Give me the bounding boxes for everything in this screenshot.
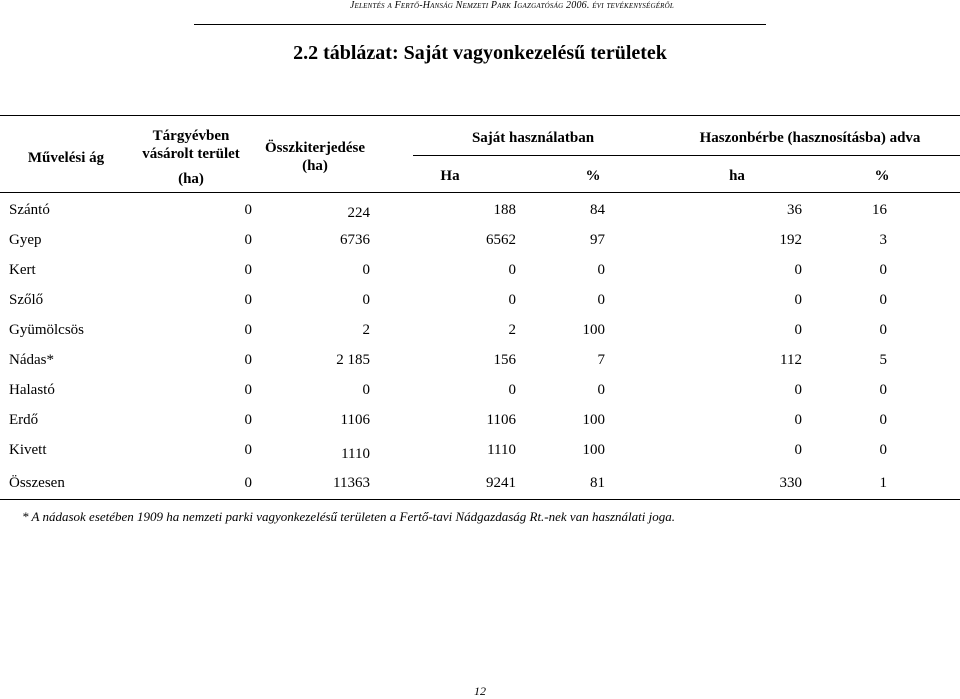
cell-berbe-pct: 0	[879, 262, 887, 278]
cell-ossz: 1106	[340, 412, 370, 428]
cell-sajat-pct: 97	[590, 232, 605, 248]
header-berbe-pct: %	[874, 168, 890, 184]
row-name: Összesen	[9, 475, 65, 491]
cell-sajat-ha: 1106	[486, 412, 516, 428]
group-header-rule	[413, 155, 960, 156]
cell-berbe-pct: 0	[879, 322, 887, 338]
footnote: * A nádasok esetében 1909 ha nemzeti parki vagyonkezelésű területen a Fertő-tavi Nádgazdaság Rt.-nek van használati joga.	[22, 509, 676, 524]
cell-vasarolt: 0	[244, 262, 252, 278]
row-name: Kert	[9, 262, 36, 278]
table-top-rule	[0, 115, 960, 116]
cell-ossz: 224	[347, 205, 370, 221]
cell-berbe-ha: 0	[794, 292, 802, 308]
cell-berbe-pct: 0	[879, 442, 887, 458]
row-name: Erdő	[9, 412, 39, 428]
cell-sajat-pct: 100	[582, 412, 605, 428]
cell-sajat-pct: 7	[597, 352, 605, 368]
cell-berbe-ha: 36	[787, 202, 802, 218]
cell-berbe-pct: 0	[879, 412, 887, 428]
running-header-rule	[194, 24, 766, 25]
cell-vasarolt: 0	[244, 322, 252, 338]
cell-berbe-ha: 330	[779, 475, 802, 491]
cell-sajat-pct: 84	[590, 202, 605, 218]
row-name: Kivett	[9, 442, 47, 458]
table-row	[0, 352, 960, 374]
cell-sajat-pct: 0	[597, 382, 605, 398]
cell-ossz: 0	[362, 262, 370, 278]
header-sajat-hasznalatban: Saját használatban	[471, 130, 595, 146]
table-row	[0, 292, 960, 314]
cell-berbe-ha: 0	[794, 412, 802, 428]
cell-berbe-pct: 0	[879, 382, 887, 398]
row-name: Gyümölcsös	[9, 322, 84, 338]
header-osszkiterjedes: Összkiterjedése	[265, 140, 365, 156]
cell-ossz: 0	[362, 382, 370, 398]
header-sajat-ha: Ha	[440, 168, 460, 184]
page-number: 12	[474, 684, 486, 698]
cell-sajat-ha: 0	[508, 292, 516, 308]
cell-sajat-pct: 100	[582, 442, 605, 458]
table-row	[0, 382, 960, 404]
cell-berbe-ha: 192	[779, 232, 802, 248]
cell-sajat-ha: 156	[493, 352, 516, 368]
cell-sajat-ha: 6562	[486, 232, 516, 248]
cell-berbe-ha: 0	[794, 382, 802, 398]
table-row	[0, 322, 960, 344]
table-row	[0, 412, 960, 434]
cell-berbe-ha: 0	[794, 322, 802, 338]
cell-sajat-ha: 0	[508, 382, 516, 398]
cell-vasarolt: 0	[244, 202, 252, 218]
table-bottom-rule	[0, 499, 960, 500]
header-vasarolt-unit: (ha)	[178, 171, 204, 187]
cell-vasarolt: 0	[244, 475, 252, 491]
cell-berbe-pct: 3	[879, 232, 887, 248]
row-name: Gyep	[9, 232, 42, 248]
cell-sajat-pct: 100	[582, 322, 605, 338]
cell-berbe-ha: 0	[794, 262, 802, 278]
cell-vasarolt: 0	[244, 382, 252, 398]
cell-berbe-ha: 0	[794, 442, 802, 458]
header-osszkiterjedes-unit: (ha)	[302, 158, 328, 174]
cell-ossz: 2 185	[336, 352, 370, 368]
cell-ossz: 11363	[333, 475, 370, 491]
cell-vasarolt: 0	[244, 232, 252, 248]
row-name: Nádas*	[9, 352, 54, 368]
cell-sajat-ha: 188	[493, 202, 516, 218]
table-title: 2.2 táblázat: Saját vagyonkezelésű területek	[293, 42, 667, 64]
header-vasarolt-line1: Tárgyévben	[152, 128, 230, 144]
cell-sajat-ha: 1110	[487, 442, 516, 458]
cell-berbe-pct: 5	[879, 352, 887, 368]
cell-ossz: 2	[362, 322, 370, 338]
header-muvelesi-ag: Művelési ág	[27, 150, 105, 166]
cell-berbe-pct: 0	[879, 292, 887, 308]
running-header	[0, 0, 960, 30]
cell-sajat-ha: 9241	[486, 475, 516, 491]
cell-sajat-pct: 81	[590, 475, 605, 491]
cell-ossz: 1110	[341, 446, 370, 462]
cell-berbe-pct: 1	[879, 475, 887, 491]
cell-berbe-ha: 112	[780, 352, 802, 368]
cell-vasarolt: 0	[244, 292, 252, 308]
header-vasarolt-line2: vásárolt terület	[142, 146, 240, 162]
row-name: Szőlő	[9, 292, 44, 308]
row-name: Szántó	[9, 202, 50, 218]
table-row	[0, 202, 960, 224]
header-berbe-ha: ha	[729, 168, 745, 184]
table-row-total	[0, 475, 960, 497]
cell-sajat-pct: 0	[597, 262, 605, 278]
row-name: Halastó	[9, 382, 55, 398]
table-row	[0, 442, 960, 464]
cell-sajat-ha: 2	[508, 322, 516, 338]
cell-sajat-pct: 0	[597, 292, 605, 308]
header-sajat-pct: %	[585, 168, 601, 184]
cell-sajat-ha: 0	[508, 262, 516, 278]
cell-ossz: 6736	[340, 232, 370, 248]
running-header-text: Jelentés a Fertő-Hanság Nemzeti Park Igazgatóság 2006. évi tevékenységéről	[349, 0, 674, 11]
cell-vasarolt: 0	[244, 442, 252, 458]
cell-berbe-pct: 16	[872, 202, 887, 218]
cell-ossz: 0	[362, 292, 370, 308]
cell-vasarolt: 0	[244, 352, 252, 368]
header-haszonberbe: Haszonbérbe (hasznosításba) adva	[699, 130, 921, 146]
cell-vasarolt: 0	[244, 412, 252, 428]
header-bottom-rule	[0, 192, 960, 193]
table-row	[0, 232, 960, 254]
table-row	[0, 262, 960, 284]
